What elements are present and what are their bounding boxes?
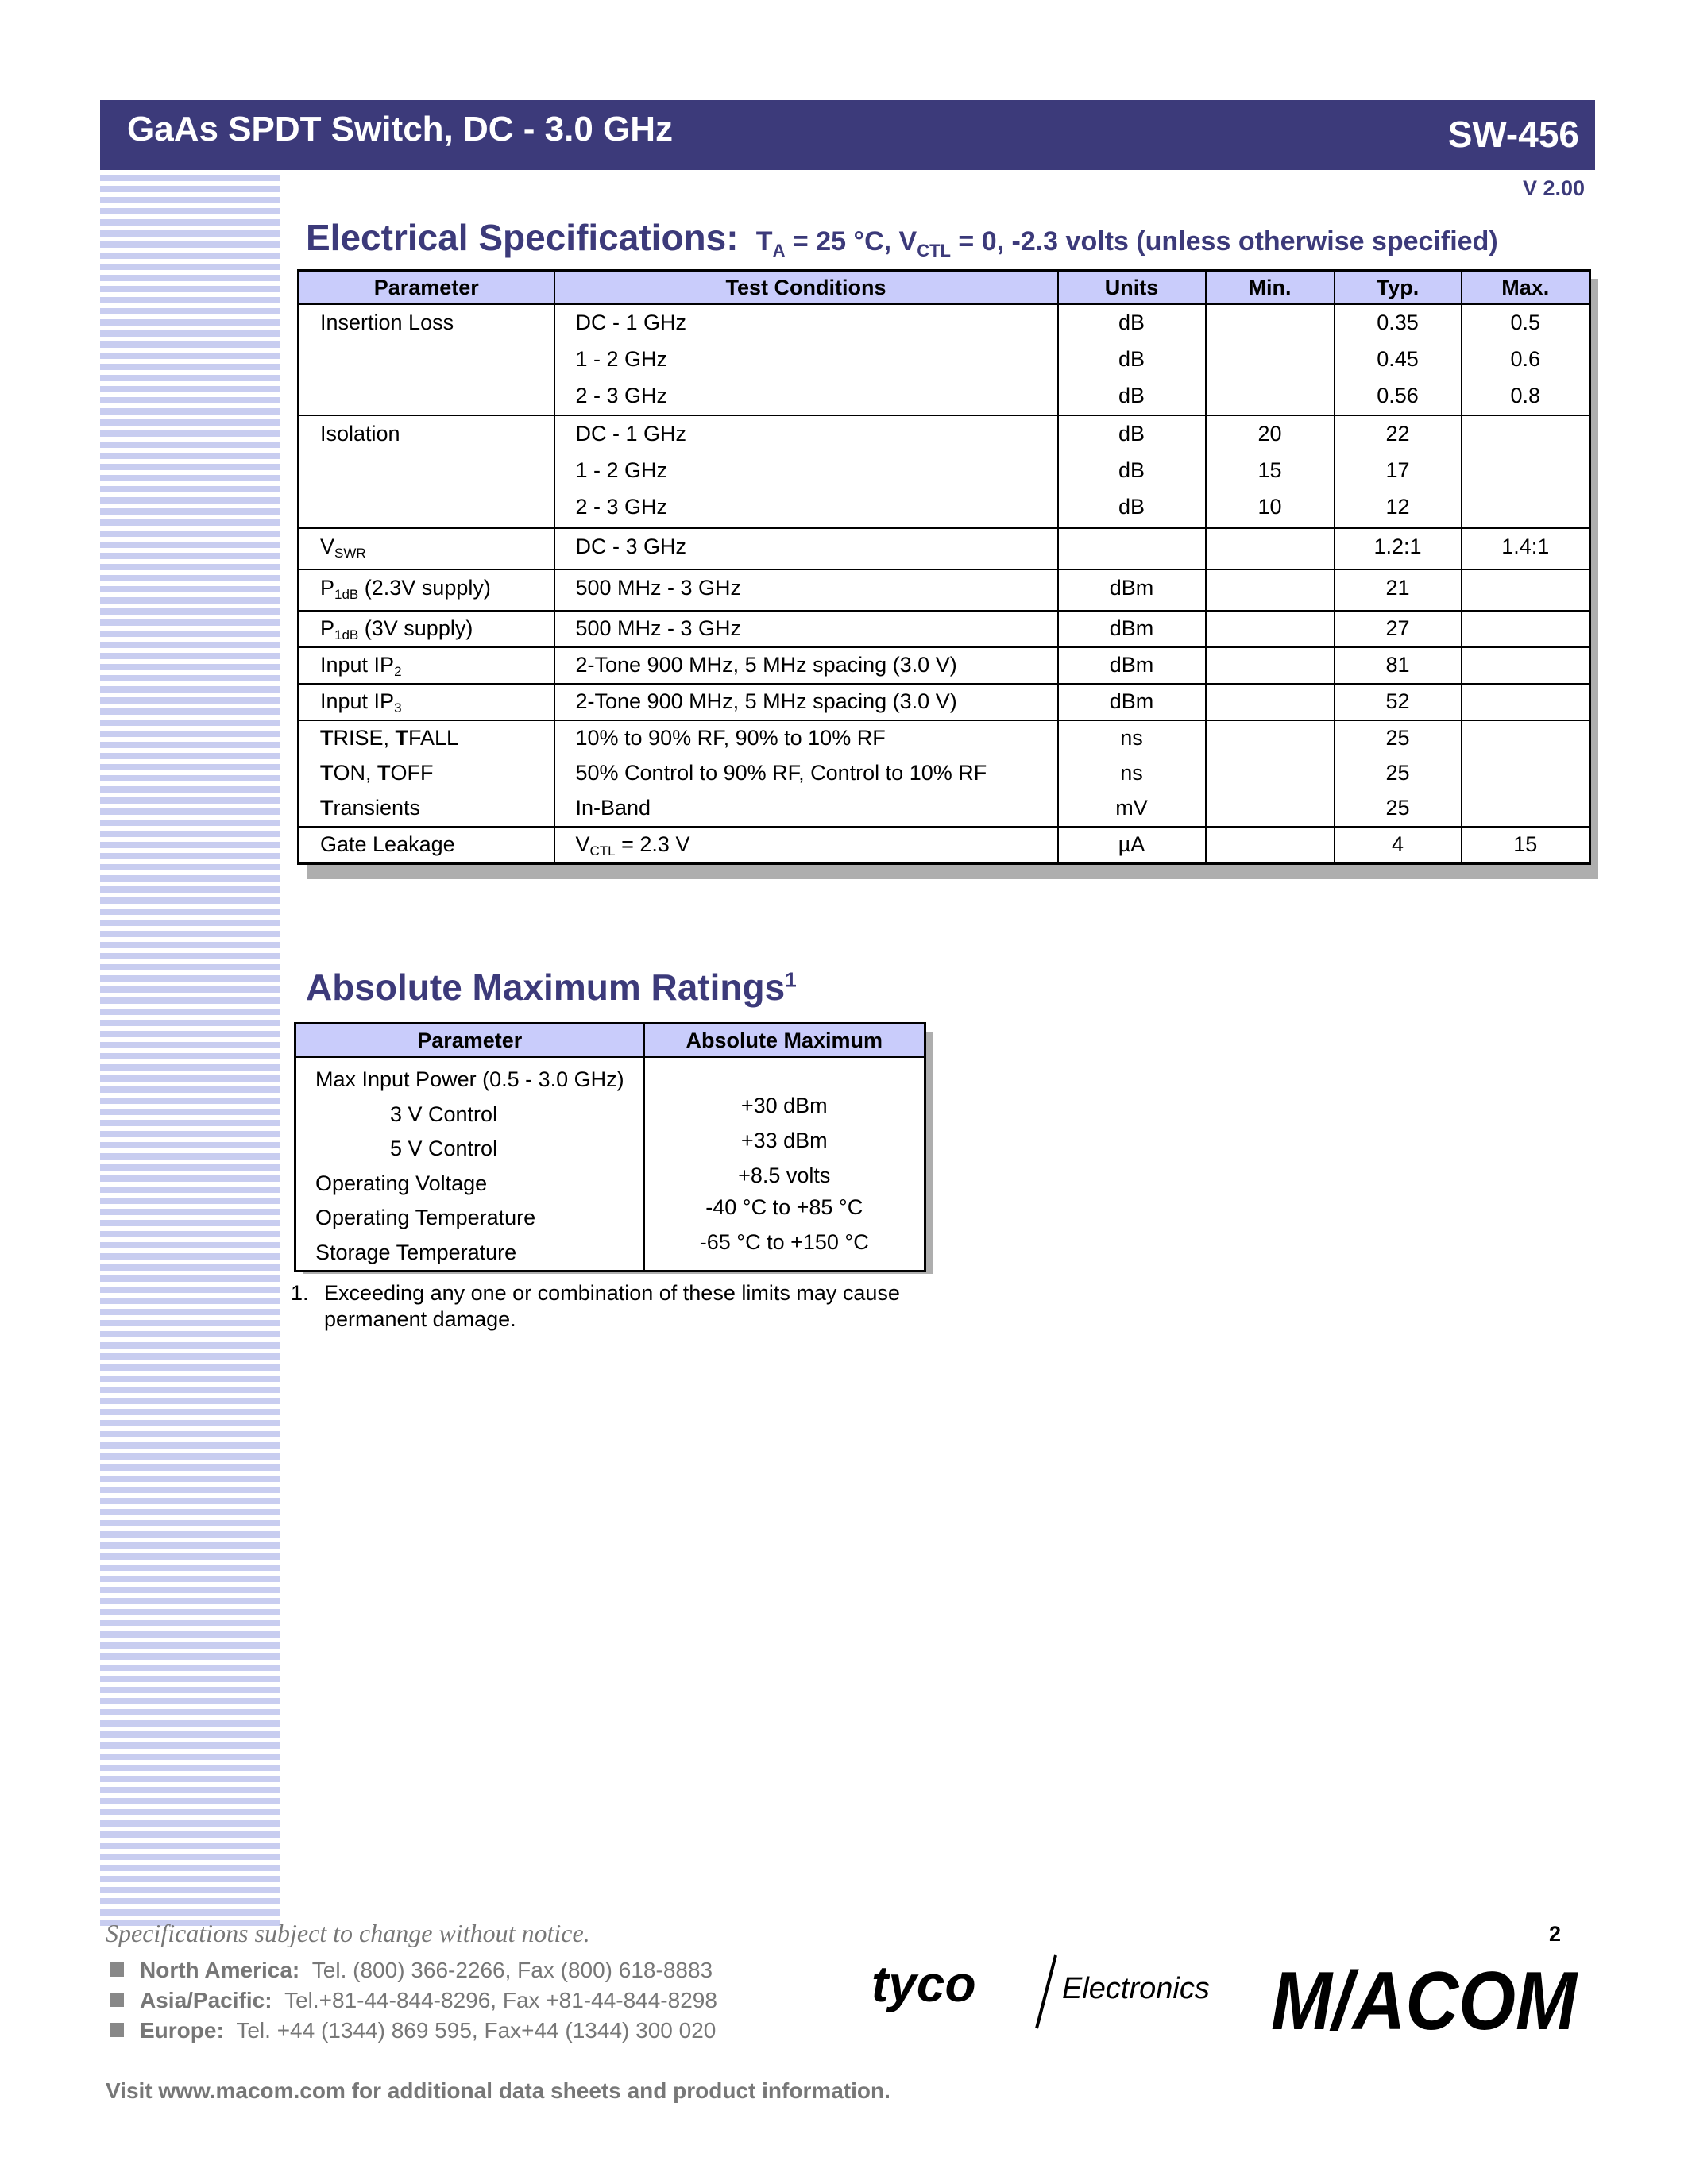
absmax-table xyxy=(294,1022,926,1272)
test-condition: 2-Tone 900 MHz, 5 MHz spacing (3.0 V) xyxy=(575,653,957,677)
max-cell: 0.5 xyxy=(1510,311,1541,334)
table-row xyxy=(295,1057,925,1271)
bullet-square-icon xyxy=(110,1993,124,2007)
typ-cell: 22 xyxy=(1385,422,1410,446)
typ-cell: 4 xyxy=(1391,832,1404,856)
bullet-square-icon xyxy=(110,1962,124,1977)
test-condition: $V_{CTL} = 2.3$ V xyxy=(575,832,690,859)
col-header: Max. xyxy=(1462,271,1590,305)
change-notice: Specifications subject to change without notice. xyxy=(106,1919,590,1947)
test-condition: 10% to 90% RF, 90% to 10% RF xyxy=(575,726,886,750)
unit-cell: dB xyxy=(1118,495,1145,519)
col-header: Units xyxy=(1058,271,1206,305)
max-cell: 15 xyxy=(1513,832,1538,856)
test-condition: DC - 1 GHz xyxy=(575,311,687,334)
max-cell xyxy=(1462,720,1590,827)
typ-cell: 17 xyxy=(1385,458,1410,482)
unit-cell: dBm xyxy=(1109,653,1154,677)
typ-cell: 0.45 xyxy=(1377,347,1419,371)
typ-cell: 25 xyxy=(1385,726,1410,750)
typ-cell: 25 xyxy=(1385,796,1410,820)
typ-cell: 81 xyxy=(1385,653,1410,677)
table-row xyxy=(299,720,1590,827)
electrical-specs-conditions: $T_A = 25$ °C, $V_{CTL} = 0$, -2.3 volts (unless otherwise specified) xyxy=(755,226,1498,260)
absmax-value: +30 dBm xyxy=(740,1094,828,1117)
min-cell xyxy=(1206,827,1335,864)
max-cell: 0.6 xyxy=(1510,347,1541,371)
typ-cell: 0.35 xyxy=(1377,311,1419,334)
test-condition: 2-Tone 900 MHz, 5 MHz spacing (3.0 V) xyxy=(575,689,957,713)
footnote-text: Exceeding any one or combination of these limits may cause permanent damage. xyxy=(324,1281,900,1331)
min-cell xyxy=(1206,647,1335,684)
absmax-param: 3 V Control xyxy=(390,1102,498,1126)
max-cell: 0.8 xyxy=(1510,384,1541,407)
test-condition: 500 MHz - 3 GHz xyxy=(575,616,742,640)
part-number: SW-456 xyxy=(1447,114,1579,155)
min-cell xyxy=(1206,684,1335,720)
typ-cell: 25 xyxy=(1385,761,1410,785)
unit-cell: ns xyxy=(1120,726,1143,750)
min-cell xyxy=(1206,611,1335,647)
max-cell xyxy=(1462,684,1590,720)
electronics-wordmark: Electronics xyxy=(1062,1972,1210,2005)
macom-logo xyxy=(1271,1950,1581,2053)
table-row xyxy=(299,304,1590,415)
tyco-wordmark: tyco xyxy=(871,1955,976,2012)
logo-divider xyxy=(1037,1955,1056,2028)
table-header-row xyxy=(299,271,1590,305)
min-cell xyxy=(1206,569,1335,611)
param-p1db-2-3v: $P_{1dB}$ (2.3V supply) xyxy=(320,576,491,602)
absmax-param: Storage Temperature xyxy=(315,1240,517,1264)
unit-cell: dBm xyxy=(1109,576,1154,600)
bullet-square-icon xyxy=(110,2023,124,2037)
param-gate-leakage: Gate Leakage xyxy=(320,832,455,856)
absmax-value: -40 °C to +85 °C xyxy=(705,1195,863,1219)
param-rise-fall: TRISE, TFALL xyxy=(320,726,459,750)
tyco-electronics-logo xyxy=(868,1946,1234,2033)
max-cell xyxy=(1462,415,1590,528)
max-cell xyxy=(1462,569,1590,611)
max-cell xyxy=(1462,611,1590,647)
typ-cell: 52 xyxy=(1385,689,1410,713)
absmax-param: 5 V Control xyxy=(390,1136,498,1160)
min-cell xyxy=(1206,304,1335,415)
test-condition: 500 MHz - 3 GHz xyxy=(575,576,742,600)
macom-wordmark: M/ACOM xyxy=(1271,1955,1579,2047)
absmax-param: Max Input Power (0.5 - 3.0 GHz) xyxy=(315,1067,624,1091)
param-insertion-loss: Insertion Loss xyxy=(320,311,454,334)
footnote-number: 1. xyxy=(291,1281,309,1305)
unit-cell: dB xyxy=(1118,422,1145,446)
col-header: Min. xyxy=(1206,271,1335,305)
absmax-param: Operating Temperature xyxy=(315,1206,536,1229)
typ-cell: 12 xyxy=(1385,495,1410,519)
min-cell: 20 xyxy=(1257,422,1282,446)
absmax-param: Operating Voltage xyxy=(315,1171,488,1195)
table-row xyxy=(299,569,1590,611)
visit-website-text: Visit www.macom.com for additional data sheets and product information. xyxy=(106,2078,890,2103)
electrical-specs-table xyxy=(297,269,1591,865)
test-condition: 2 - 3 GHz xyxy=(575,384,668,407)
unit-cell: dB xyxy=(1118,347,1145,371)
contact-asia-pacific: Asia/Pacific: Tel.+81-44-844-8296, Fax +81-44-844-8298 xyxy=(110,1988,717,2013)
unit-cell: dB xyxy=(1118,458,1145,482)
col-header: Parameter xyxy=(295,1024,644,1058)
unit-cell: dBm xyxy=(1109,616,1154,640)
col-header: Absolute Maximum xyxy=(644,1024,925,1058)
test-condition: DC - 1 GHz xyxy=(575,422,687,446)
typ-cell: 27 xyxy=(1385,616,1410,640)
test-condition: 1 - 2 GHz xyxy=(575,347,668,371)
param-vswr: $V_{SWR}$ xyxy=(320,534,366,561)
col-header: Test Conditions xyxy=(554,271,1058,305)
document-title: GaAs SPDT Switch, DC - 3.0 GHz xyxy=(127,110,674,149)
param-transients: Transients xyxy=(320,796,421,820)
col-header: Parameter xyxy=(299,271,554,305)
param-on-off: TON, TOFF xyxy=(320,761,434,785)
max-cell xyxy=(1462,647,1590,684)
test-condition: 50% Control to 90% RF, Control to 10% RF xyxy=(575,761,987,785)
table-row xyxy=(299,415,1590,528)
page-number: 2 xyxy=(1549,1922,1562,1946)
test-condition: DC - 3 GHz xyxy=(575,534,687,558)
contact-north-america: North America: Tel. (800) 366-2266, Fax (800) 618-8883 xyxy=(110,1958,713,1983)
table-row xyxy=(299,528,1590,569)
test-condition: 1 - 2 GHz xyxy=(575,458,668,482)
unit-cell xyxy=(1058,528,1206,569)
table-row xyxy=(299,647,1590,684)
col-header: Typ. xyxy=(1335,271,1462,305)
min-cell: 10 xyxy=(1257,495,1282,519)
version-label: V 2.00 xyxy=(1522,176,1585,200)
table-header-row xyxy=(295,1024,925,1058)
unit-cell: mV xyxy=(1115,796,1148,820)
min-cell xyxy=(1206,528,1335,569)
table-row xyxy=(299,827,1590,864)
unit-cell: µA xyxy=(1118,832,1145,856)
typ-cell: 1.2:1 xyxy=(1373,534,1422,558)
param-input-ip3: Input $IP_3$ xyxy=(320,689,402,716)
max-cell: 1.4:1 xyxy=(1501,534,1550,558)
contact-europe: Europe: Tel. +44 (1344) 869 595, Fax+44 (1344) 300 020 xyxy=(110,2018,716,2043)
typ-cell: 0.56 xyxy=(1377,384,1419,407)
table-row xyxy=(299,684,1590,720)
absmax-title: Absolute Maximum Ratings$^1$ xyxy=(306,967,797,1008)
table-row xyxy=(299,611,1590,647)
unit-cell: dBm xyxy=(1109,689,1154,713)
param-isolation: Isolation xyxy=(320,422,400,446)
test-condition: In-Band xyxy=(575,796,651,820)
header-bar xyxy=(100,100,1595,170)
test-condition: 2 - 3 GHz xyxy=(575,495,668,519)
absmax-value: +33 dBm xyxy=(740,1129,828,1152)
absmax-value: +8.5 volts xyxy=(738,1163,831,1187)
decorative-stripes xyxy=(100,175,280,1926)
param-p1db-3v: $P_{1dB}$ (3V supply) xyxy=(320,616,473,642)
electrical-specs-title: Electrical Specifications: $T_A = 25$ °C, $V_{CTL} = 0$, -2.3 volts (unless otherwise specified) xyxy=(306,217,1498,260)
min-cell xyxy=(1206,720,1335,827)
absmax-value: -65 °C to +150 °C xyxy=(699,1230,869,1254)
typ-cell: 21 xyxy=(1385,576,1410,600)
param-input-ip2: Input $IP_2$ xyxy=(320,653,402,679)
unit-cell: dB xyxy=(1118,384,1145,407)
unit-cell: dB xyxy=(1118,311,1145,334)
unit-cell: ns xyxy=(1120,761,1143,785)
min-cell: 15 xyxy=(1257,458,1282,482)
